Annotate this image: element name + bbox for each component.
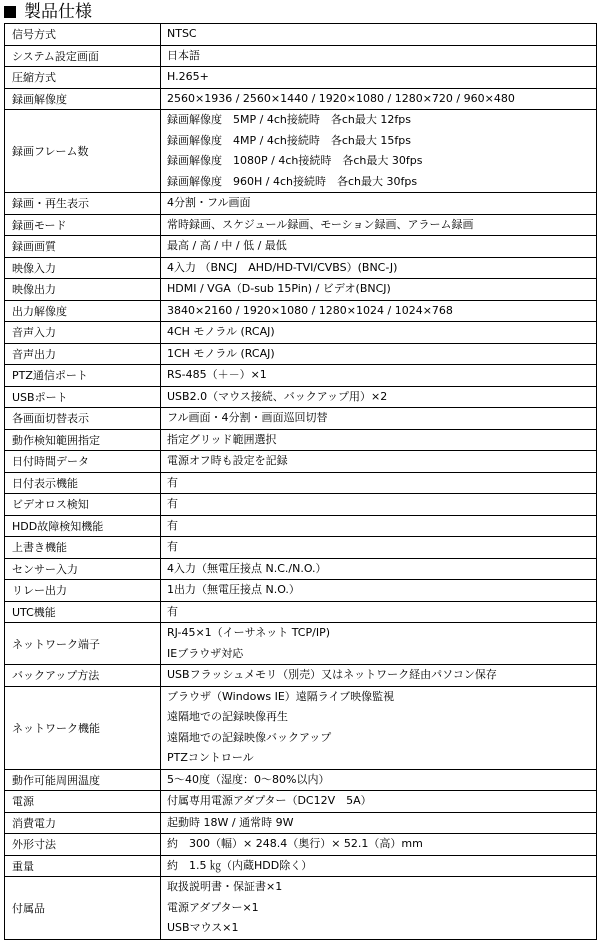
spec-value-line: 4入力（無電圧接点 N.C./N.O.） (167, 561, 327, 575)
spec-value (161, 686, 597, 769)
spec-table-body (5, 24, 597, 940)
spec-value (161, 834, 597, 856)
spec-value-line: PTZコントロール (167, 751, 254, 764)
spec-value-line: 最高 / 高 / 中 / 低 / 最低 (167, 239, 287, 252)
spec-row (5, 236, 597, 258)
spec-value-line: 指定グリッド範囲選択 (167, 432, 277, 446)
spec-label: 外形寸法 (5, 834, 161, 856)
spec-value (161, 623, 597, 665)
spec-row (5, 88, 597, 110)
spec-label: 出力解像度 (5, 300, 161, 322)
spec-row (5, 24, 597, 46)
spec-value (161, 24, 597, 46)
spec-value-line: 有 (167, 604, 178, 618)
spec-value-line: 取扱説明書・保証書×1 (167, 880, 283, 894)
spec-label: ネットワーク端子 (5, 623, 161, 665)
spec-value-line: IEブラウザ対応 (167, 646, 244, 660)
spec-value-line: 有 (167, 540, 178, 553)
spec-label: センサー入力 (5, 558, 161, 580)
spec-label: 録画モード (5, 214, 161, 236)
section-heading (4, 1, 92, 23)
spec-row (5, 300, 597, 322)
spec-value (161, 193, 597, 215)
spec-value-line: H.265+ (167, 70, 209, 83)
spec-label: 日付時間データ (5, 451, 161, 473)
spec-label: リレー出力 (5, 580, 161, 602)
spec-value-line: HDMI / VGA（D-sub 15Pin) / ビデオ(BNCJ) (167, 282, 391, 295)
spec-value-line: NTSC (167, 27, 197, 40)
spec-value (161, 769, 597, 791)
spec-row (5, 45, 597, 67)
spec-value (161, 236, 597, 258)
spec-value-line: 約 300（幅）× 248.4（奥行）× 52.1（高）mm (167, 837, 423, 850)
spec-label: 日付表示機能 (5, 472, 161, 494)
spec-value (161, 45, 597, 67)
spec-row (5, 558, 597, 580)
spec-label: 圧縮方式 (5, 67, 161, 89)
spec-value (161, 855, 597, 877)
spec-row (5, 686, 597, 769)
spec-value (161, 812, 597, 834)
section-title: 製品仕様 (24, 2, 92, 22)
spec-value-line: 2560×1936 / 2560×1440 / 1920×1080 / 1280×720 / 960×480 (167, 91, 515, 105)
spec-value-line: 録画解像度 4MP / 4ch接続時 各ch最大 15fps (167, 133, 411, 147)
spec-value (161, 386, 597, 408)
spec-label: ビデオロス検知 (5, 494, 161, 516)
spec-value-line: 日本語 (167, 48, 200, 62)
spec-value (161, 322, 597, 344)
spec-row (5, 67, 597, 89)
spec-row (5, 537, 597, 559)
spec-label: 音声入力 (5, 322, 161, 344)
spec-value (161, 214, 597, 236)
spec-value (161, 877, 597, 940)
spec-row (5, 855, 597, 877)
spec-value-line: 常時録画、スケジュール録画、モーション録画、アラーム録画 (167, 217, 474, 231)
spec-row (5, 769, 597, 791)
spec-row (5, 580, 597, 602)
spec-label: 各画面切替表示 (5, 408, 161, 430)
spec-value (161, 601, 597, 623)
spec-row (5, 472, 597, 494)
spec-row (5, 877, 597, 940)
spec-value-line: 録画解像度 5MP / 4ch接続時 各ch最大 12fps (167, 113, 411, 126)
spec-row (5, 257, 597, 279)
spec-value (161, 665, 597, 687)
spec-value-line: 起動時 18W / 通常時 9W (167, 815, 294, 829)
spec-value (161, 580, 597, 602)
spec-value-line: 録画解像度 960H / 4ch接続時 各ch最大 30fps (167, 174, 418, 188)
spec-value-line: 電源アダプター×1 (167, 900, 259, 914)
spec-value-line: 遠隔地での記録映像バックアップ (167, 730, 332, 744)
spec-row (5, 408, 597, 430)
spec-value (161, 429, 597, 451)
spec-value-line: 録画解像度 1080P / 4ch接続時 各ch最大 30fps (167, 154, 423, 167)
spec-value-line: USBマウス×1 (167, 921, 239, 935)
spec-label: 上書き機能 (5, 537, 161, 559)
spec-value-line: 電源オフ時も設定を記録 (167, 454, 288, 467)
spec-row (5, 279, 597, 301)
spec-value-line: フル画面・4分割・画面巡回切替 (167, 411, 328, 424)
spec-label: UTC機能 (5, 601, 161, 623)
spec-row (5, 110, 597, 193)
spec-row (5, 515, 597, 537)
spec-label: PTZ通信ポート (5, 365, 161, 387)
spec-value (161, 791, 597, 813)
spec-value-line: 5～40度（湿度：0～80%以内） (167, 772, 330, 786)
spec-label: 付属品 (5, 877, 161, 940)
spec-label: 録画フレーム数 (5, 110, 161, 193)
spec-label: USBポート (5, 386, 161, 408)
spec-value-line: 有 (167, 518, 178, 532)
spec-value-line: 付属専用電源アダプター（DC12V 5A） (167, 794, 372, 807)
spec-value (161, 88, 597, 110)
spec-value-line: 1出力（無電圧接点 N.O.） (167, 583, 300, 596)
spec-label: 録画画質 (5, 236, 161, 258)
spec-row (5, 451, 597, 473)
spec-row (5, 193, 597, 215)
spec-label: 信号方式 (5, 24, 161, 46)
spec-value (161, 408, 597, 430)
spec-value (161, 515, 597, 537)
spec-value (161, 365, 597, 387)
spec-value-line: 4分割・フル画面 (167, 196, 251, 209)
spec-value (161, 472, 597, 494)
spec-label: 動作検知範囲指定 (5, 429, 161, 451)
spec-value (161, 257, 597, 279)
spec-value-line: 有 (167, 475, 178, 489)
spec-row (5, 322, 597, 344)
spec-row (5, 365, 597, 387)
spec-label: 消費電力 (5, 812, 161, 834)
spec-value-line: RJ-45×1（イーサネット TCP/IP) (167, 626, 330, 639)
spec-value (161, 494, 597, 516)
spec-row (5, 791, 597, 813)
spec-value (161, 110, 597, 193)
spec-row (5, 343, 597, 365)
spec-label: 録画解像度 (5, 88, 161, 110)
spec-value (161, 537, 597, 559)
spec-value-line: 3840×2160 / 1920×1080 / 1280×1024 / 1024×768 (167, 303, 453, 317)
spec-row (5, 214, 597, 236)
spec-value (161, 67, 597, 89)
spec-row (5, 494, 597, 516)
spec-label: HDD故障検知機能 (5, 515, 161, 537)
spec-row (5, 812, 597, 834)
spec-value (161, 451, 597, 473)
spec-value-line: 約 1.5 ㎏（内蔵HDD除く） (167, 858, 313, 872)
spec-value-line: 有 (167, 497, 178, 510)
spec-label: システム設定画面 (5, 45, 161, 67)
spec-row (5, 386, 597, 408)
spec-value (161, 279, 597, 301)
spec-label: 重量 (5, 855, 161, 877)
spec-label: 音声出力 (5, 343, 161, 365)
spec-value (161, 343, 597, 365)
spec-label: バックアップ方法 (5, 665, 161, 687)
spec-value-line: 遠隔地での記録映像再生 (167, 710, 288, 723)
spec-value (161, 558, 597, 580)
spec-row (5, 834, 597, 856)
spec-value-line: ブラウザ（Windows IE）遠隔ライブ映像監視 (167, 689, 395, 703)
spec-row (5, 623, 597, 665)
spec-value-line: RS-485（＋－）×1 (167, 368, 267, 381)
spec-value-line: 4入力 （BNCJ AHD/HD-TVI/CVBS）(BNC-J) (167, 260, 398, 274)
spec-value-line: USB2.0（マウス接続、バックアップ用）×2 (167, 389, 388, 403)
spec-label: ネットワーク機能 (5, 686, 161, 769)
spec-label: 録画・再生表示 (5, 193, 161, 215)
spec-value (161, 300, 597, 322)
square-bullet-icon (4, 6, 16, 18)
spec-label: 電源 (5, 791, 161, 813)
spec-value-line: 4CH モノラル (RCAJ) (167, 325, 275, 338)
spec-row (5, 665, 597, 687)
spec-table (4, 23, 597, 940)
spec-value-line: 1CH モノラル (RCAJ) (167, 346, 275, 360)
spec-value-line: USBフラッシュメモリ（別売）又はネットワーク経由パソコン保存 (167, 668, 497, 681)
spec-row (5, 601, 597, 623)
spec-label: 映像出力 (5, 279, 161, 301)
spec-label: 動作可能周囲温度 (5, 769, 161, 791)
spec-label: 映像入力 (5, 257, 161, 279)
spec-row (5, 429, 597, 451)
